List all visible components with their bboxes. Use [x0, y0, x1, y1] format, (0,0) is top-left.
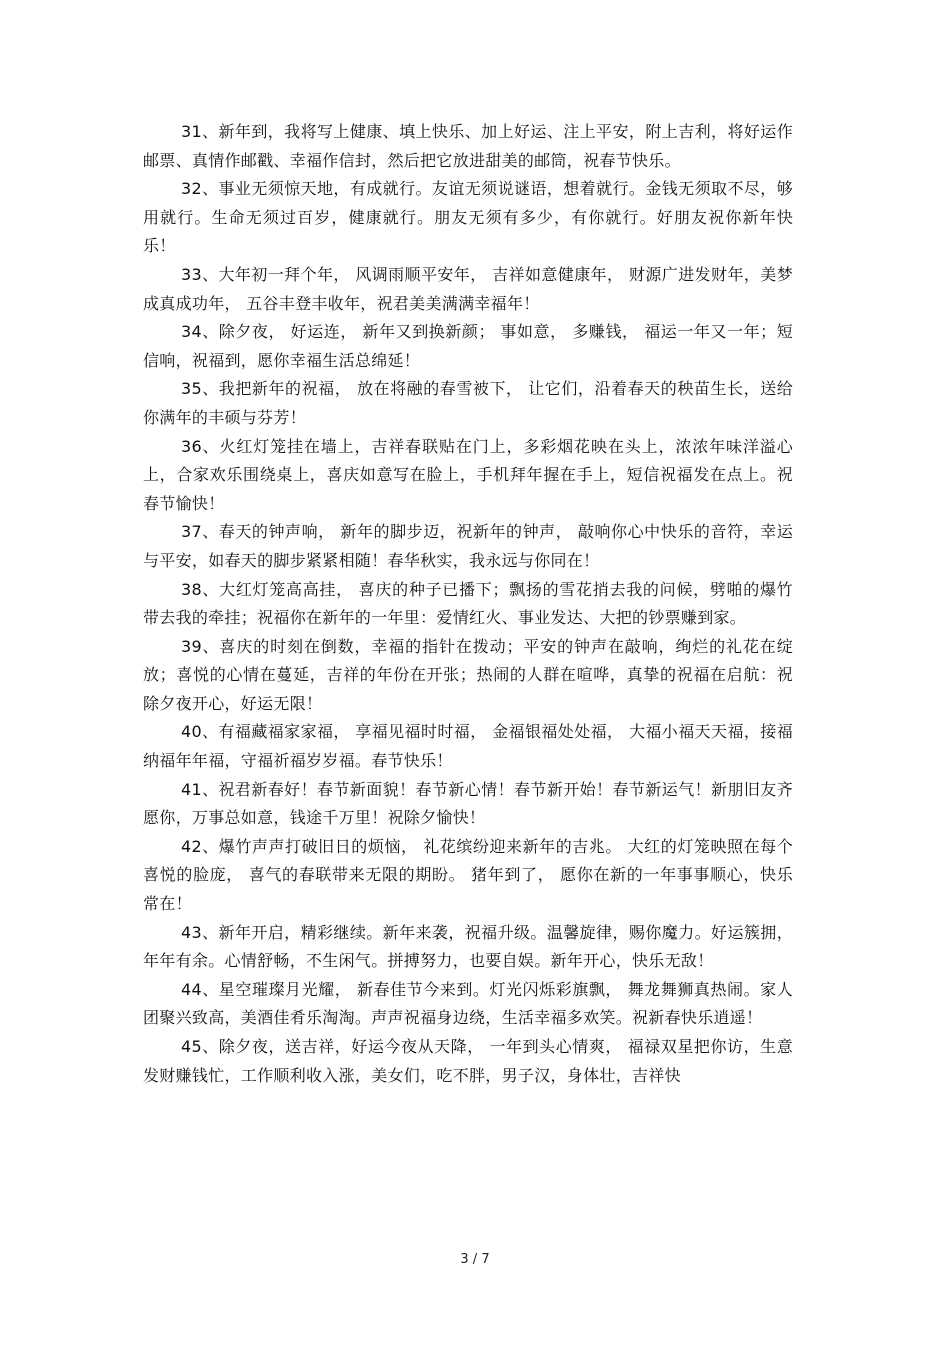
greeting-entry-36: 36、火红灯笼挂在墙上，吉祥春联贴在门上，多彩烟花映在头上，浓浓年味洋溢心上，合家欢乐围绕桌上，喜庆如意写在脸上，手机拜年握在手上，短信祝福发在点上。祝春节愉快！: [143, 436, 793, 513]
greeting-entry-37: 37、春天的钟声响， 新年的脚步迈，祝新年的钟声， 敲响你心中快乐的音符，幸运与平安，如春天的脚步紧紧相随！春华秋实，我永远与你同在！: [143, 522, 793, 570]
greeting-entry-41: 41、祝君新春好！春节新面貌！春节新心情！春节新开始！春节新运气！新朋旧友齐愿你，万事总如意，钱途千万里！祝除夕愉快！: [143, 779, 793, 828]
greeting-entry-38: 38、大红灯笼高高挂， 喜庆的种子已播下；飘扬的雪花捎去我的问候，劈啪的爆竹带去我的牵挂；祝福你在新年的一年里：爱情红火、事业发达、大把的钞票赚到家。: [143, 579, 793, 628]
greeting-entry-43: 43、新年开启，精彩继续。新年来袭，祝福升级。温馨旋律，赐你魔力。好运簇拥，年年有余。心情舒畅，不生闲气。拼搏努力，也要自娱。新年开心，快乐无敌！: [143, 922, 793, 971]
document-body: [143, 118, 793, 1090]
greeting-entry-35: 35、我把新年的祝福， 放在将融的春雪被下， 让它们，沿着春天的秧苗生长，送给你满年的丰硕与芬芳！: [143, 379, 793, 427]
greeting-entry-42: 42、爆竹声声打破旧日的烦恼， 礼花缤纷迎来新年的吉兆。 大红的灯笼映照在每个喜悦的脸庞， 喜气的春联带来无限的期盼。 猪年到了， 愿你在新的一年事事顺心，快乐常在！: [143, 836, 793, 914]
greeting-entry-31: 31、新年到，我将写上健康、填上快乐、加上好运、注上平安，附上吉利，将好运作邮票、真情作邮戳、幸福作信封，然后把它放进甜美的邮筒，祝春节快乐。: [143, 122, 793, 170]
greeting-entry-44: 44、星空璀璨月光耀， 新春佳节今来到。灯光闪烁彩旗飘， 舞龙舞狮真热闹。家人团聚兴致高，美酒佳肴乐淘淘。声声祝福身边绕，生活幸福多欢笑。祝新春快乐逍遥！: [143, 979, 793, 1028]
greeting-entry-40: 40、有福藏福家家福， 享福见福时时福， 金福银福处处福， 大福小福天天福，接福纳福年年福，守福祈福岁岁福。春节快乐！: [143, 722, 793, 771]
greeting-entry-45: 45、除夕夜，送吉祥，好运今夜从天降， 一年到头心情爽， 福禄双星把你访，生意发财赚钱忙，工作顺利收入涨，美女们，吃不胖，男子汉，身体壮，吉祥快: [143, 1037, 793, 1085]
greeting-entry-39: 39、喜庆的时刻在倒数，幸福的指针在拨动；平安的钟声在敲响，绚烂的礼花在绽放；喜悦的心情在蔓延，吉祥的年份在开张；热闹的人群在喧哗，真挚的祝福在启航：祝除夕夜开心，好运无限！: [143, 636, 793, 713]
page-number: 3 / 7: [460, 1252, 490, 1267]
greeting-entry-34: 34、除夕夜， 好运连， 新年又到换新颜； 事如意， 多赚钱， 福运一年又一年；短信响，祝福到，愿你幸福生活总绵延！: [143, 322, 793, 370]
greeting-entry-32: 32、事业无须惊天地，有成就行。友谊无须说谜语，想着就行。金钱无须取不尽，够用就行。生命无须过百岁，健康就行。朋友无须有多少，有你就行。好朋友祝你新年快乐！: [143, 179, 793, 256]
greeting-entry-33: 33、大年初一拜个年， 风调雨顺平安年， 吉祥如意健康年， 财源广进发财年，美梦成真成功年， 五谷丰登丰收年，祝君美美满满幸福年！: [143, 264, 793, 313]
